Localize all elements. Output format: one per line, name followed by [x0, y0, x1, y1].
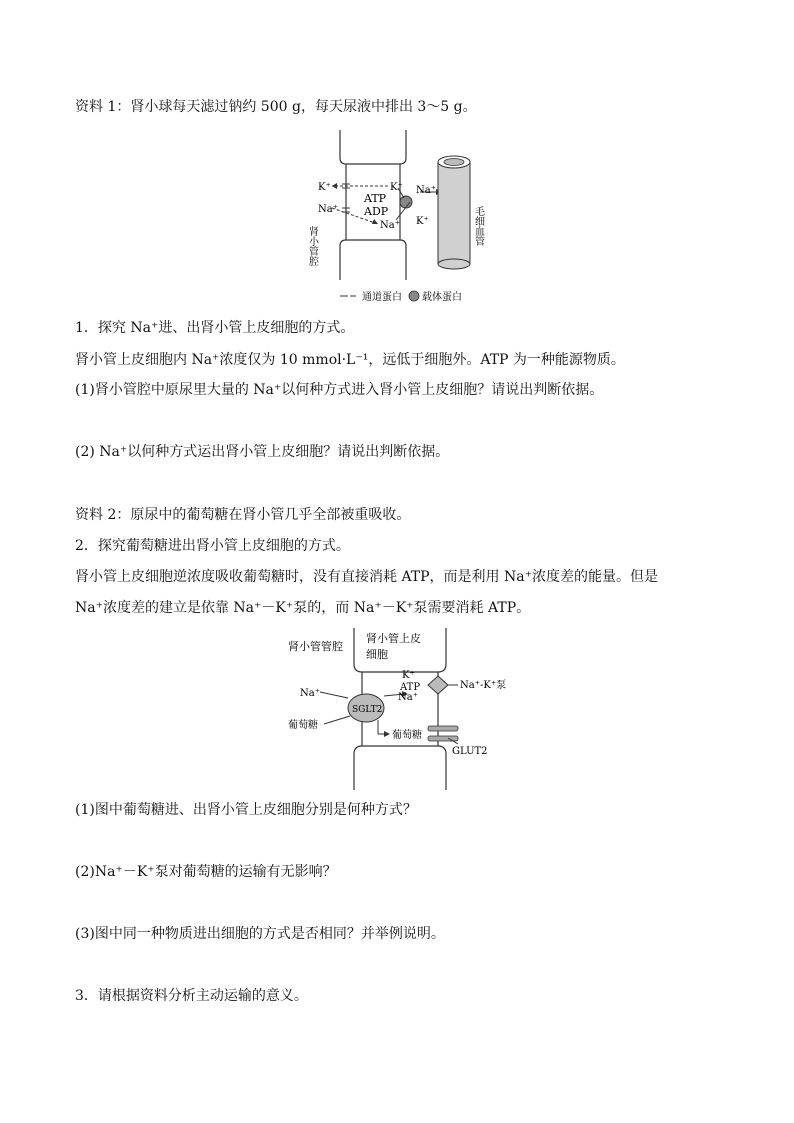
fig1-legend-channel: 通道蛋白 — [362, 292, 402, 303]
fig2-cell-line1: 肾小管上皮 — [366, 632, 421, 645]
q1-sub1: (1)肾小管腔中原尿里大量的 Na⁺以何种方式进入肾小管上皮细胞？请说出判断依据。 — [75, 382, 604, 398]
q2-desc-line2: Na⁺浓度差的建立是依靠 Na⁺－K⁺泵的，而 Na⁺－K⁺泵需要消耗 ATP。 — [75, 600, 531, 616]
fig2-na-mid: Na⁺ — [398, 692, 418, 703]
fig1-lumen-label: 肾小管腔 — [306, 226, 318, 266]
fig1-na-out1: Na⁺ — [416, 185, 436, 196]
q2-sub2: (2)Na⁺－K⁺泵对葡萄糖的运输有无影响？ — [75, 864, 337, 880]
fig1-legend-carrier: 载体蛋白 — [422, 292, 462, 303]
material1-text: 资料 1：肾小球每天滤过钠约 500 g，每天尿液中排出 3～5 g。 — [75, 99, 477, 115]
fig1-na-inner: Na⁺ — [380, 220, 400, 231]
q1-sub2: (2) Na⁺以何种方式运出肾小管上皮细胞？请说出判断依据。 — [75, 444, 450, 460]
fig2-sglt2: SGLT2 — [352, 705, 383, 715]
fig1-adp: ADP — [364, 205, 389, 218]
fig2-na-left: Na⁺ — [300, 688, 320, 699]
fig2-atp: ATP — [400, 682, 421, 693]
fig2-k: K⁺ — [402, 670, 415, 681]
fig1-na-left: Na⁺ — [318, 204, 338, 215]
q2-desc-line1: 肾小管上皮细胞逆浓度吸收葡萄糖时，没有直接消耗 ATP，而是利用 Na⁺浓度差的能量。但是 — [75, 569, 658, 585]
fig2-glut2: GLUT2 — [452, 746, 488, 757]
fig1-k-out: K⁺ — [416, 216, 429, 227]
q1-desc: 肾小管上皮细胞内 Na⁺浓度仅为 10 mmol·L⁻¹，远低于细胞外。ATP 为一种能源物质。 — [75, 352, 625, 368]
fig2-cell-line2: 细胞 — [366, 648, 388, 661]
q2-title: 2．探究葡萄糖进出肾小管上皮细胞的方式。 — [75, 538, 350, 554]
fig2-glucose-left: 葡萄糖 — [288, 720, 318, 731]
figure2-glucose-transport-diagram — [286, 628, 526, 790]
material2-text: 资料 2：原尿中的葡萄糖在肾小管几乎全部被重吸收。 — [75, 507, 411, 523]
q2-sub1: (1)图中葡萄糖进、出肾小管上皮细胞分别是何种方式？ — [75, 802, 417, 818]
q3-text: 3．请根据资料分析主动运输的意义。 — [75, 988, 308, 1004]
q2-sub3: (3)图中同一种物质进出细胞的方式是否相同？并举例说明。 — [75, 926, 445, 942]
fig2-pump: Na⁺-K⁺泵 — [460, 680, 507, 691]
fig1-capillary-label: 毛细血管 — [472, 206, 484, 246]
q1-title: 1．探究 Na⁺进、出肾小管上皮细胞的方式。 — [75, 320, 355, 336]
fig2-glucose-mid: 葡萄糖 — [392, 730, 422, 741]
fig2-lumen: 肾小管管腔 — [288, 640, 343, 653]
fig1-k-inner: K⁺ — [390, 182, 403, 193]
fig1-k-left: K⁺ — [318, 182, 331, 193]
fig1-atp: ATP — [364, 192, 387, 205]
figure1-kidney-tubule-diagram — [306, 130, 500, 308]
